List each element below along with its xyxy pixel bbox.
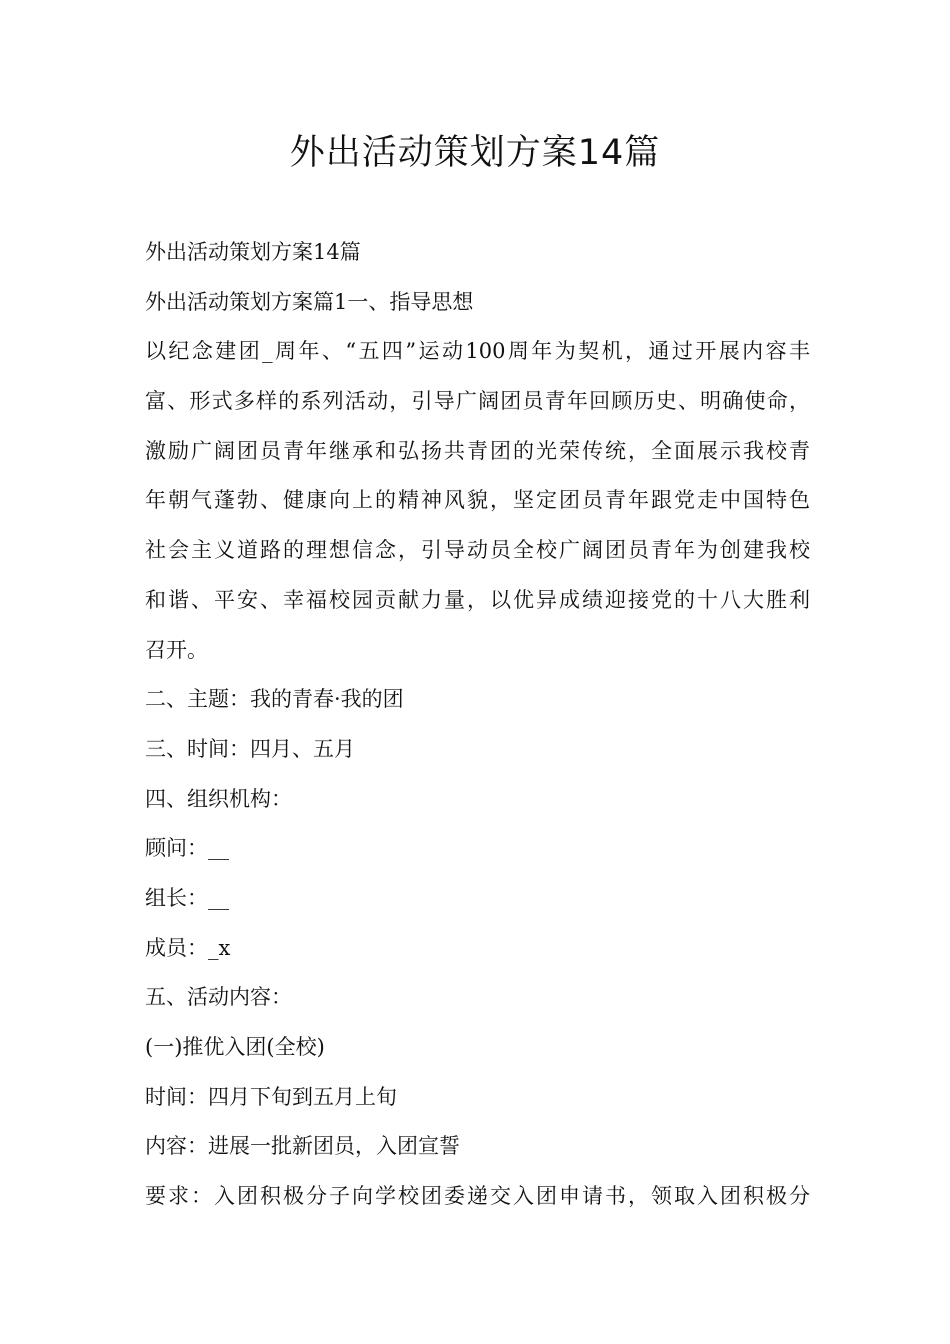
text-line: 召开。 [145,637,208,662]
text-line: (一)推优入团(全校) [145,1035,325,1059]
text-line: 组长：__ [145,885,229,910]
text-line: 顾问：__ [145,836,229,861]
document-title: 外出活动策划方案14篇 [289,133,661,173]
text-line: 外出活动策划方案14篇 [145,240,361,264]
text-line: 社会主义道路的理想信念，引导动员全校广阔团员青年为创建我校 [145,538,810,563]
text-line: 五、活动内容： [145,985,292,1010]
text-line: 二、主题：我的青春·我的团 [145,687,404,712]
text-line: 年朝气蓬勃、健康向上的精神风貌，坚定团员青年跟党走中国特色 [145,488,810,513]
text-line: 以纪念建团_周年、“五四”运动100周年为契机，通过开展内容丰 [145,339,810,364]
text-line: 四、组织机构： [145,786,292,811]
text-line: 要求：入团积极分子向学校团委递交入团申请书，领取入团积极分 [145,1184,810,1209]
text-line: 内容：进展一批新团员，入团宣誓 [145,1134,460,1159]
text-line: 时间：四月下旬到五月上旬 [145,1084,397,1109]
text-line: 外出活动策划方案篇1一、指导思想 [145,289,474,314]
text-line: 成员：_x [145,935,231,960]
text-line: 三、时间：四月、五月 [145,736,355,761]
document-body [145,228,810,1222]
text-line: 富、形式多样的系列活动，引导广阔团员青年回顾历史、明确使命， [145,389,810,414]
text-line: 激励广阔团员青年继承和弘扬共青团的光荣传统，全面展示我校青 [145,438,810,463]
text-line: 和谐、平安、幸福校园贡献力量，以优异成绩迎接党的十八大胜利 [145,587,810,612]
